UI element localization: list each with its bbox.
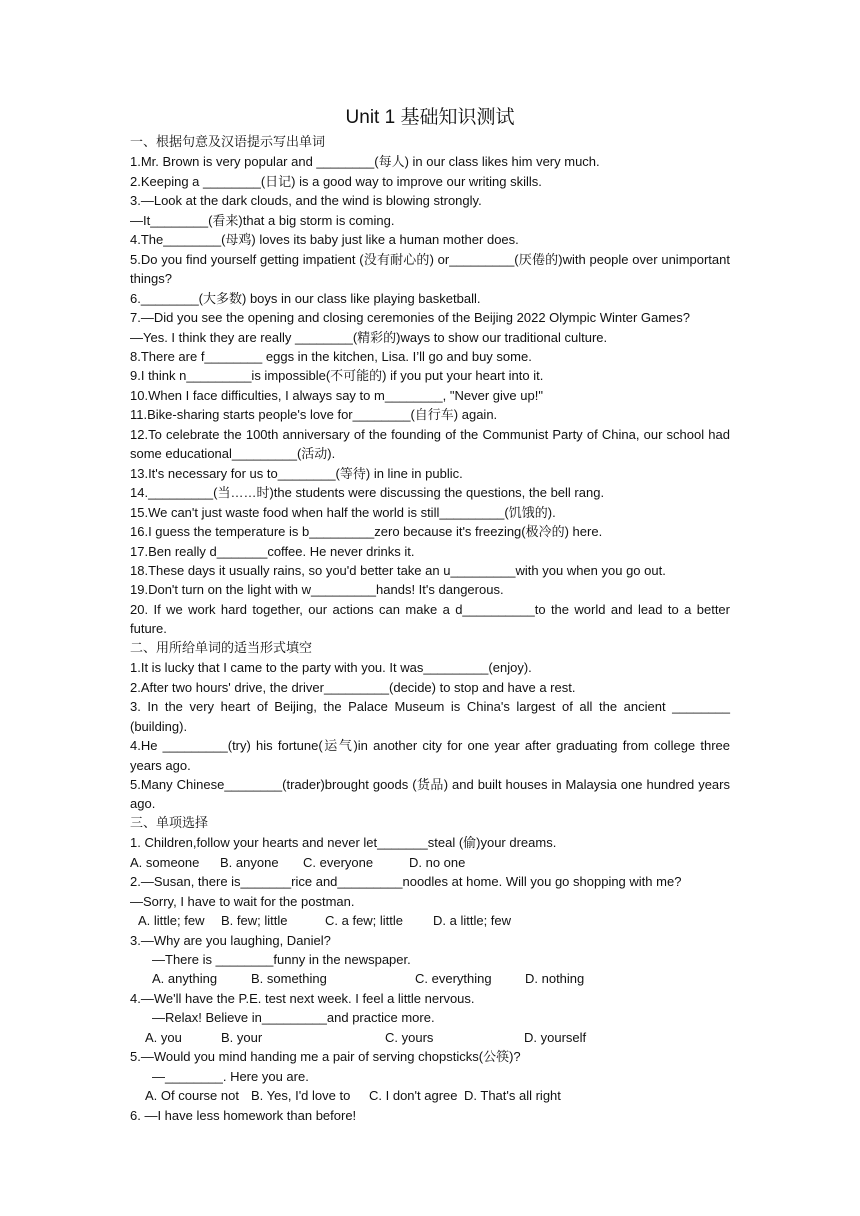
question-line: 5.Many Chinese________(trader)brought goods (货品) and built houses in Malaysia one hundred years ago. (130, 776, 730, 812)
question-line: 14._________(当……时)the students were discussing the questions, the bell rang. (130, 485, 605, 501)
option-b: B. anyone (220, 854, 279, 870)
answer-options (130, 969, 730, 988)
question-line: 1.It is lucky that I came to the party with you. It was_________(enjoy). (130, 660, 532, 676)
answer-options (130, 1028, 730, 1047)
question-line: 1.Mr. Brown is very popular and ________(每人) in our class likes him very much. (130, 154, 600, 170)
question-line: 20. If we work hard together, our actions can make a d__________to the world and lead to a better future. (130, 601, 730, 637)
option-d: D. a little; few (433, 913, 512, 929)
question-line: 13.It's necessary for us to________(等待) in line in public. (130, 465, 463, 481)
question-line: 4.He _________(try) his fortune(运气)in another city for one year after graduating from college three years ago. (130, 738, 730, 773)
option-a: A. Of course not (145, 1088, 239, 1104)
question-line: 19.Don't turn on the light with w_________hands! It's dangerous. (130, 582, 504, 598)
question-stem: 1. Children,follow your hearts and never let_______steal (偷)your dreams. (130, 835, 557, 851)
question-stem: 3.—Why are you laughing, Daniel? (130, 932, 331, 948)
question-stem: 5.—Would you mind handing me a pair of serving chopsticks(公筷)? (130, 1049, 521, 1065)
option-c: C. everything (415, 971, 492, 987)
section-heading: 一、根据句意及汉语提示写出单词 (130, 135, 326, 150)
question-line: —It________(看来)that a big storm is coming. (130, 212, 395, 228)
question-stem: 6. —I have less homework than before! (130, 1107, 357, 1123)
question-line: 12.To celebrate the 100th anniversary of the founding of the Communist Party of China, our school had some educational_________(活动). (130, 426, 730, 462)
option-b: B. few; little (221, 913, 288, 929)
question-line: 3.—Look at the dark clouds, and the wind is blowing strongly. (130, 193, 482, 209)
question-line: 18.These days it usually rains, so you'd better take an u_________with you when you go out. (130, 562, 666, 578)
question-line: —Yes. I think they are really ________(精彩的)ways to show our traditional culture. (130, 329, 608, 345)
answer-options (130, 911, 730, 930)
option-d: D. yourself (524, 1029, 587, 1045)
question-reply: —Relax! Believe in_________and practice more. (152, 1010, 435, 1026)
option-b: B. your (221, 1029, 263, 1045)
question-line: 2.Keeping a ________(日记) is a good way to improve our writing skills. (130, 173, 542, 189)
option-a: A. anything (152, 971, 218, 987)
question-line: 5.Do you find yourself getting impatient (没有耐心的) or_________(厌倦的)with people over unimportant things? (130, 251, 730, 287)
answer-options (130, 1086, 730, 1105)
question-line: 9.I think n_________is impossible(不可能的) if you put your heart into it. (130, 368, 544, 384)
answer-options (130, 853, 730, 872)
question-line: 7.—Did you see the opening and closing ceremonies of the Beijing 2022 Olympic Winter Games? (130, 310, 691, 326)
question-line: 17.Ben really d_______coffee. He never drinks it. (130, 543, 415, 559)
section-heading: 二、用所给单词的适当形式填空 (130, 640, 313, 656)
option-d: D. That's all right (464, 1088, 561, 1104)
question-line: 8.There are f________ eggs in the kitchen, Lisa. I’ll go and buy some. (130, 348, 532, 364)
option-c: C. a few; little (325, 913, 404, 929)
question-line: 15.We can't just waste food when half the world is still_________(饥饿的). (130, 504, 556, 520)
question-line: 4.The________(母鸡) loves its baby just like a human mother does. (130, 232, 519, 248)
question-line: 6.________(大多数) boys in our class like playing basketball. (130, 290, 481, 306)
question-line: 11.Bike-sharing starts people's love for________(自行车) again. (130, 407, 498, 423)
option-a: A. little; few (138, 913, 205, 929)
question-line: 2.After two hours' drive, the driver_________(decide) to stop and have a rest. (130, 679, 576, 695)
option-b: B. Yes, I'd love to (251, 1088, 351, 1104)
question-line: 3. In the very heart of Beijing, the Palace Museum is China's largest of all the ancient ________ (building). (130, 699, 730, 734)
option-a: A. you (145, 1029, 182, 1045)
question-line: 16.I guess the temperature is b_________zero because it's freezing(极冷的) here. (130, 524, 603, 540)
question-reply: —________. Here you are. (152, 1068, 309, 1084)
option-c: C. I don't agree (369, 1088, 458, 1104)
question-line: 10.When I face difficulties, I always say to m________, "Never give up!" (130, 387, 543, 403)
option-d: D. no one (409, 854, 466, 870)
question-reply: —There is ________funny in the newspaper. (152, 952, 411, 968)
question-reply: —Sorry, I have to wait for the postman. (130, 893, 355, 909)
worksheet (130, 104, 730, 1125)
question-stem: 4.—We'll have the P.E. test next week. I feel a little nervous. (130, 990, 475, 1006)
option-d: D. nothing (525, 971, 585, 987)
option-c: C. everyone (303, 854, 374, 870)
option-b: B. something (251, 971, 327, 987)
option-c: C. yours (385, 1029, 434, 1045)
section-heading: 三、单项选择 (130, 815, 209, 831)
option-a: A. someone (130, 854, 200, 870)
question-stem: 2.—Susan, there is_______rice and_________noodles at home. Will you go shopping with me? (130, 874, 682, 890)
page-title: Unit 1 基础知识测试 (345, 107, 515, 128)
